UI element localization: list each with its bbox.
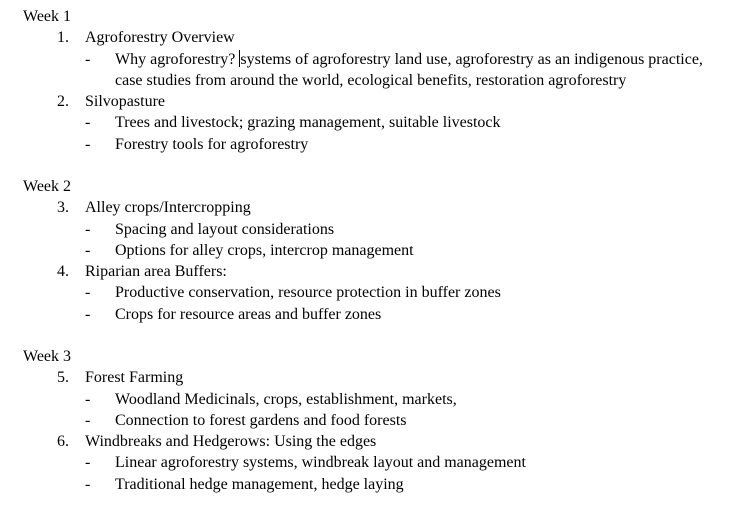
numbered-item bbox=[57, 261, 745, 282]
dash-bullet: - bbox=[85, 241, 91, 259]
item-number: 4. bbox=[57, 263, 69, 280]
item-number: 2. bbox=[57, 93, 69, 110]
bullet-item bbox=[85, 134, 745, 155]
dash-bullet: - bbox=[85, 454, 91, 472]
bullet-item bbox=[85, 389, 745, 410]
numbered-item bbox=[57, 27, 745, 48]
numbered-item bbox=[57, 197, 745, 218]
dash-bullet: - bbox=[85, 50, 91, 68]
bullet-text: Forestry tools for agroforestry bbox=[115, 135, 309, 153]
bullet-text: Trees and livestock; grazing management, suitable livestock bbox=[115, 114, 501, 132]
bullet-item bbox=[85, 410, 745, 431]
item-title: Windbreaks and Hedgerows: Using the edges bbox=[85, 433, 377, 450]
dash-bullet: - bbox=[85, 305, 91, 323]
dash-bullet: - bbox=[85, 390, 91, 408]
bullet-text: Spacing and layout considerations bbox=[115, 220, 335, 238]
item-number: 3. bbox=[57, 199, 69, 217]
dash-bullet: - bbox=[85, 411, 91, 429]
item-title: Agroforestry Overview bbox=[85, 29, 235, 47]
dash-bullet: - bbox=[85, 284, 91, 302]
week-heading: Week 3 bbox=[23, 348, 72, 365]
item-title: Riparian area Buffers: bbox=[85, 263, 227, 280]
bullet-item bbox=[85, 282, 745, 303]
week-block bbox=[23, 346, 745, 495]
bullet-text: Connection to forest gardens and food forests bbox=[115, 411, 407, 429]
numbered-item bbox=[57, 431, 745, 452]
bullet-text: Woodland Medicinals, crops, establishment, markets, bbox=[115, 390, 457, 408]
bullet-text: Crops for resource areas and buffer zones bbox=[115, 305, 382, 323]
text-before-caret: Why agroforestry? bbox=[115, 50, 240, 68]
bullet-item bbox=[85, 452, 745, 473]
bullet-item bbox=[85, 112, 745, 133]
week-block bbox=[23, 176, 745, 325]
text-after-caret: systems of agroforestry land use, agroforestry as an indigenous practice, case studies from around the world, ecological benefits, restoration agroforestry bbox=[115, 50, 703, 89]
item-title: Silvopasture bbox=[85, 93, 165, 110]
bullet-text: Options for alley crops, intercrop management bbox=[115, 241, 414, 259]
bullet-item bbox=[85, 240, 745, 261]
numbered-item bbox=[57, 91, 745, 112]
dash-bullet: - bbox=[85, 135, 91, 153]
dash-bullet: - bbox=[85, 475, 91, 493]
bullet-text bbox=[115, 49, 718, 92]
bullet-item bbox=[85, 474, 745, 495]
bullet-text: Traditional hedge management, hedge laying bbox=[115, 475, 404, 493]
item-number: 6. bbox=[57, 433, 69, 450]
bullet-text: Productive conservation, resource protection in buffer zones bbox=[115, 284, 501, 302]
item-title: Alley crops/Intercropping bbox=[85, 199, 251, 217]
bullet-item bbox=[85, 304, 745, 325]
dash-bullet: - bbox=[85, 220, 91, 238]
bullet-item bbox=[85, 49, 745, 92]
bullet-text: Linear agroforestry systems, windbreak layout and management bbox=[115, 454, 526, 472]
week-block bbox=[23, 6, 745, 155]
item-number: 5. bbox=[57, 369, 69, 387]
week-heading: Week 1 bbox=[23, 8, 72, 25]
dash-bullet: - bbox=[85, 114, 91, 132]
bullet-item bbox=[85, 219, 745, 240]
numbered-item bbox=[57, 367, 745, 388]
week-heading: Week 2 bbox=[23, 178, 72, 195]
item-number: 1. bbox=[57, 29, 69, 47]
item-title: Forest Farming bbox=[85, 369, 184, 387]
